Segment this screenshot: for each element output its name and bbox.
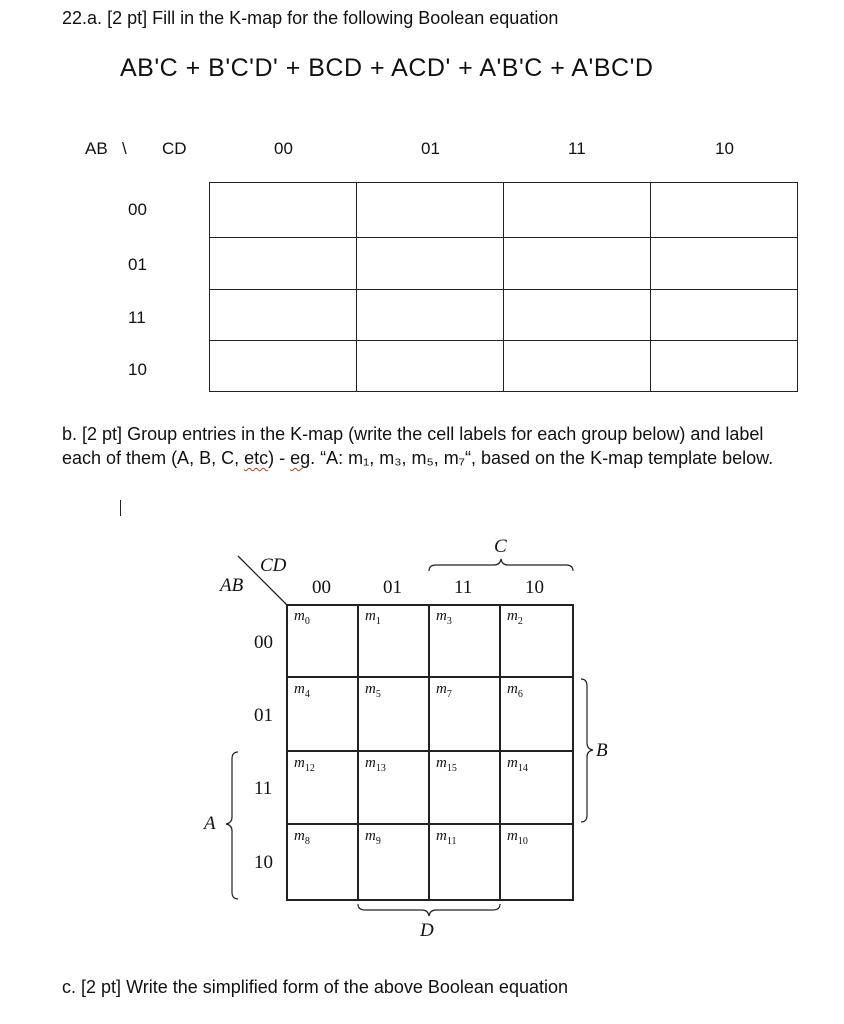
kmap2-ab-label: AB <box>220 575 244 596</box>
points-b: [2 pt] <box>82 424 123 444</box>
brace-a <box>226 752 238 899</box>
kmap2-row-header: 11 <box>254 778 273 799</box>
kmap2-row-header: 10 <box>254 852 273 873</box>
kmap1-axis-sep: \ <box>122 139 127 158</box>
part-b-text-3: . “A: m₁, m₃, m₅, m₇“, based on the K-map template below. <box>310 448 774 468</box>
kmap2-col-header: 11 <box>454 577 473 598</box>
brace-b <box>581 679 593 822</box>
minterm-label: $m_4$ <box>294 681 310 700</box>
part-b-text-2: ) - <box>268 448 286 468</box>
minterm-label: $m_7$ <box>436 681 452 700</box>
kmap2-row-header: 00 <box>254 632 273 653</box>
kmap1-row-header: 11 <box>128 308 146 327</box>
brace-a-label: A <box>204 813 216 834</box>
kmap1-row-header: 01 <box>128 255 147 274</box>
minterm-label: $m_3$ <box>436 608 452 627</box>
brace-c <box>429 559 573 571</box>
part-b-text-1: Group entries in the K-map (write the cell labels for each group below) and label each of them (A, B, C, <box>62 424 764 468</box>
minterm-label: $m_1$ <box>365 608 381 627</box>
brace-b-label: B <box>596 740 608 761</box>
points-a-text: [2 pt] <box>107 8 148 28</box>
brace-c-label: C <box>494 536 507 557</box>
kmap2-col-header: 00 <box>312 577 331 598</box>
minterm-label: $m_{11}$ <box>436 828 457 847</box>
minterm-label: $m_2$ <box>507 608 523 627</box>
etc-word: etc <box>244 448 269 468</box>
kmap1-col-header: 01 <box>421 139 440 158</box>
kmap1-col-header: 10 <box>715 139 734 158</box>
kmap1-axis-ab: AB <box>85 139 108 158</box>
kmap1-col-header: 00 <box>274 139 293 158</box>
eg-word: eg <box>290 448 311 468</box>
minterm-label: $m_{15}$ <box>436 755 457 774</box>
minterm-label: $m_8$ <box>294 828 310 847</box>
minterm-label: $m_{10}$ <box>507 828 528 847</box>
brace-d-label: D <box>420 920 434 941</box>
minterm-label: $m_{12}$ <box>294 755 315 774</box>
kmap2-cd-label: CD <box>260 555 287 576</box>
part-b-label: b. <box>62 424 78 444</box>
minterm-label: $m_0$ <box>294 608 310 627</box>
kmap1-axis-cd: CD <box>162 139 187 158</box>
kmap2-row-header: 01 <box>254 705 273 726</box>
minterm-label: $m_9$ <box>365 828 381 847</box>
brace-d <box>358 904 500 916</box>
kmap2-col-header: 01 <box>383 577 402 598</box>
minterm-label: $m_{14}$ <box>507 755 528 774</box>
prompt-a: Fill in the K-map for the following Boolean equation <box>152 8 559 28</box>
part-c-label: c. <box>62 977 77 997</box>
kmap1-row-header: 00 <box>128 200 147 219</box>
minterm-label: $m_5$ <box>365 681 381 700</box>
part-c-prompt: Write the simplified form of the above Boolean equation <box>126 977 569 997</box>
minterm-label: $m_{13}$ <box>365 755 386 774</box>
minterm-label: $m_6$ <box>507 681 523 700</box>
kmap1-col-header: 11 <box>568 139 586 158</box>
kmap1-row-header: 10 <box>128 360 147 379</box>
question-number: 22.a. <box>62 8 103 28</box>
points-c: [2 pt] <box>81 977 122 997</box>
question-c-text <box>62 977 568 998</box>
kmap2-col-header: 10 <box>525 577 544 598</box>
boolean-equation: AB'C + B'C'D' + BCD + ACD' + A'B'C + A'BC'D <box>120 54 654 82</box>
